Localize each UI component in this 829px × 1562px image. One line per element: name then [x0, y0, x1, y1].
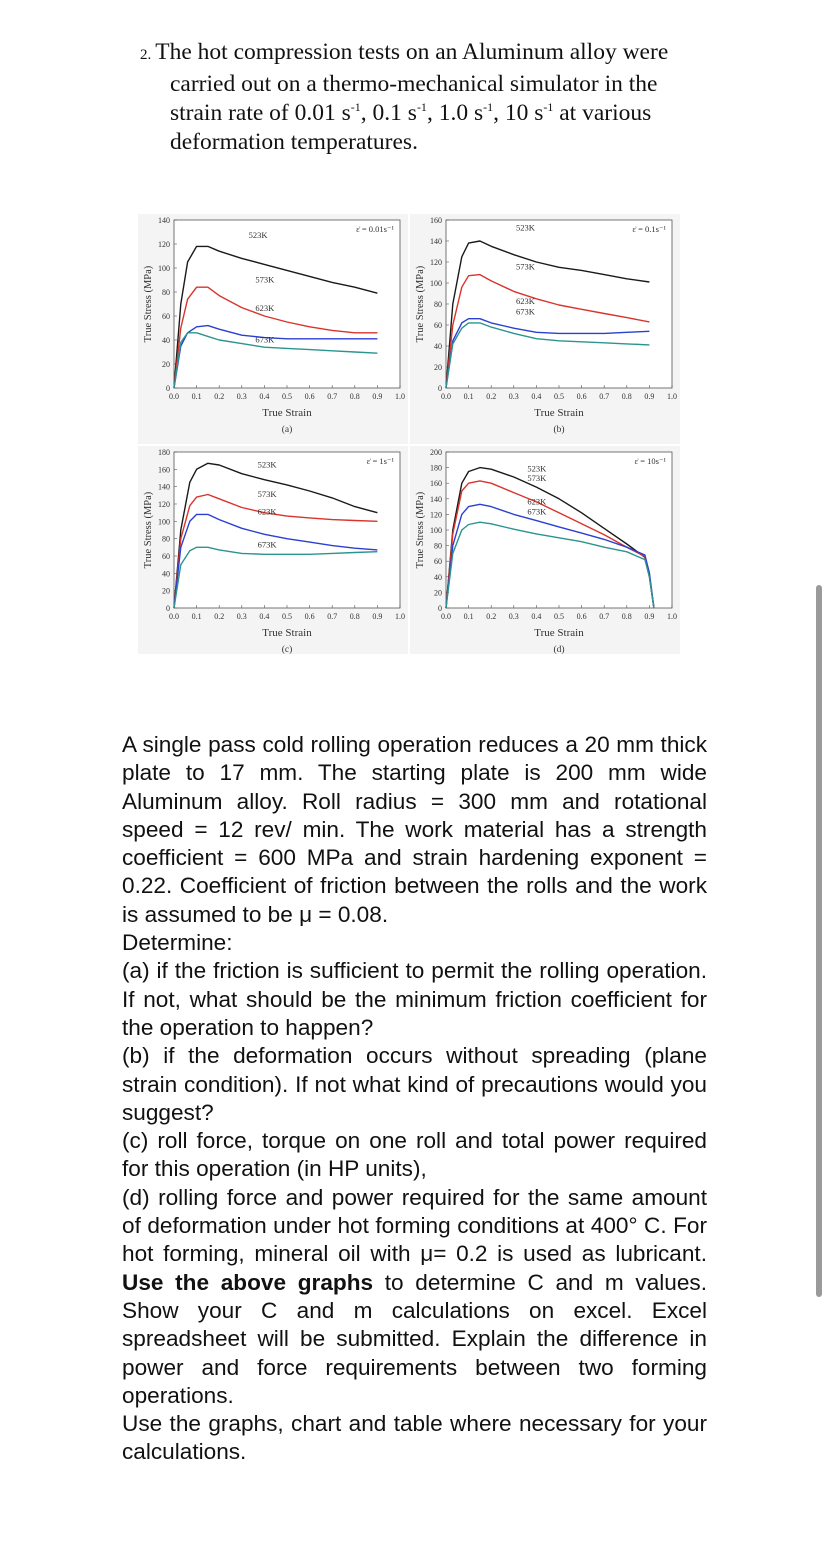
- part-c: (c) roll force, torque on one roll and total power required for this operation (in HP units),: [122, 1128, 707, 1182]
- plot-area: [446, 220, 672, 388]
- y-tick-label: 40: [434, 342, 442, 351]
- chart-subtitle: (a): [281, 425, 293, 435]
- y-tick-label: 40: [162, 336, 170, 345]
- x-tick-label: 0.9: [372, 392, 383, 401]
- series-label-573K: 573K: [516, 261, 535, 272]
- y-tick-label: 60: [434, 557, 442, 567]
- series-label-623K: 623K: [255, 303, 275, 314]
- x-tick-label: 0.2: [214, 612, 225, 621]
- x-tick-label: 0.0: [169, 612, 179, 621]
- x-axis-label: True Strain: [534, 407, 584, 419]
- y-tick-label: 60: [162, 552, 170, 561]
- vertical-scrollbar[interactable]: [816, 585, 822, 1297]
- x-tick-label: 1.0: [395, 612, 405, 621]
- x-tick-label: 0.4: [259, 392, 270, 401]
- y-tick-label: 20: [434, 588, 442, 598]
- question-2-line-1: 2. The hot compression tests on an Aluminum alloy were: [140, 39, 669, 65]
- y-tick-label: 120: [430, 510, 442, 520]
- series-label-573K: 573K: [255, 274, 275, 285]
- y-axis-label: True Stress (MPa): [143, 265, 154, 343]
- y-tick-label: 60: [434, 321, 442, 330]
- x-tick-label: 0.5: [282, 612, 292, 621]
- y-tick-label: 40: [162, 569, 170, 579]
- x-tick-label: 0.3: [508, 612, 519, 621]
- x-tick-label: 0.2: [214, 392, 225, 401]
- stress-strain-figure: [138, 214, 680, 654]
- x-tick-label: 0.2: [486, 392, 497, 401]
- y-tick-label: 0: [438, 604, 442, 613]
- y-tick-label: 80: [434, 541, 442, 551]
- strain-rate-label: ε̇ = 10s⁻¹: [634, 456, 666, 466]
- x-tick-label: 0.1: [191, 392, 202, 401]
- y-tick-label: 180: [158, 448, 170, 457]
- x-tick-label: 1.0: [667, 612, 677, 621]
- x-tick-label: 0.6: [576, 392, 587, 401]
- series-label-523K: 523K: [516, 222, 535, 233]
- y-tick-label: 100: [158, 517, 170, 527]
- strain-rate-label: ε̇ = 1s⁻¹: [366, 456, 394, 466]
- x-tick-label: 0.9: [644, 392, 655, 401]
- x-tick-label: 0.7: [599, 612, 610, 621]
- y-tick-label: 0: [166, 384, 170, 393]
- part-b: (b) if the deformation occurs without spreading (plane strain condition). If not what kind of precautions would you suggest?: [122, 1043, 707, 1125]
- x-tick-label: 0.8: [621, 612, 632, 621]
- y-tick-label: 20: [162, 360, 170, 369]
- question-number: 2.: [140, 47, 152, 63]
- y-tick-label: 80: [162, 534, 170, 544]
- x-tick-label: 0.1: [463, 392, 474, 401]
- chart-subtitle: (d): [553, 645, 565, 654]
- chart-panel-b: [410, 214, 680, 444]
- chart-panel-d: [410, 446, 680, 654]
- x-tick-label: 0.1: [463, 612, 474, 621]
- series-label-623K: 623K: [516, 296, 535, 306]
- problem-paragraph: A single pass cold rolling operation reduces a 20 mm thick plate to 17 mm. The starting plate is 200 mm wide Aluminum alloy. Roll radius = 300 mm and rotational speed = 12 rev/ min. The work material has a strength coefficient = 600 MPa and strain hardening exponent = 0.22. Coefficient of friction between the rolls and the work is assumed to be μ = 0.08.: [122, 732, 707, 927]
- series-label-673K: 673K: [527, 506, 547, 517]
- problem-statement: [122, 731, 707, 1467]
- x-tick-label: 1.0: [395, 392, 405, 401]
- series-label-623K: 623K: [527, 496, 547, 507]
- plot-area: [174, 220, 400, 388]
- series-label-623K: 623K: [257, 506, 277, 517]
- series-label-673K: 673K: [257, 539, 277, 550]
- chart-panel-c: [138, 446, 408, 654]
- x-tick-label: 0.6: [576, 612, 587, 621]
- x-tick-label: 0.9: [644, 612, 655, 621]
- series-label-673K: 673K: [516, 306, 535, 317]
- plot-area: [446, 452, 672, 608]
- series-label-523K: 523K: [257, 459, 277, 470]
- x-axis-label: True Strain: [262, 627, 312, 639]
- series-label-573K: 573K: [527, 472, 547, 483]
- y-tick-label: 80: [162, 288, 170, 297]
- series-label-523K: 523K: [248, 230, 268, 240]
- y-tick-label: 140: [158, 216, 170, 225]
- x-tick-label: 0.8: [621, 392, 632, 401]
- y-tick-label: 140: [158, 482, 170, 492]
- y-tick-label: 120: [158, 500, 170, 509]
- x-tick-label: 0.2: [486, 612, 497, 621]
- x-tick-label: 0.3: [508, 392, 519, 401]
- question-2: [140, 38, 710, 157]
- x-tick-label: 0.6: [304, 392, 315, 401]
- x-axis-label: True Strain: [534, 627, 584, 639]
- part-d: (d) rolling force and power required for the same amount of deformation under hot forming conditions at 400° C. For hot forming, mineral oil with μ= 0.2 is used as lubricant. Use the above graphs to determine C and m values. Show your C and m calculations on excel. Excel spreadsheet will be submitted. Explain the difference in power and force requirements between two forming operations.: [122, 1184, 707, 1408]
- x-tick-label: 0.7: [599, 392, 610, 401]
- y-tick-label: 20: [434, 363, 442, 372]
- y-tick-label: 100: [430, 279, 442, 288]
- y-tick-label: 0: [166, 604, 170, 613]
- x-tick-label: 0.6: [304, 612, 315, 621]
- y-tick-label: 120: [430, 258, 442, 267]
- y-tick-label: 160: [430, 216, 442, 225]
- x-tick-label: 0.8: [349, 612, 360, 621]
- series-label-523K: 523K: [527, 463, 547, 474]
- chart-subtitle: (b): [553, 425, 565, 435]
- y-tick-label: 100: [430, 526, 442, 535]
- plot-area: [174, 452, 400, 608]
- x-tick-label: 0.4: [531, 612, 542, 621]
- x-tick-label: 0.7: [327, 392, 338, 401]
- strain-rate-label: ε̇ = 0.1s⁻¹: [632, 224, 666, 234]
- series-label-673K: 673K: [255, 334, 275, 345]
- stress-strain-charts: [138, 214, 680, 654]
- closing-note: Use the graphs, chart and table where necessary for your calculations.: [122, 1411, 707, 1465]
- y-tick-label: 140: [430, 237, 442, 246]
- y-tick-label: 180: [430, 463, 442, 473]
- y-axis-label: True Stress (MPa): [415, 265, 426, 343]
- x-tick-label: 0.5: [282, 392, 292, 401]
- x-tick-label: 0.4: [531, 392, 542, 401]
- y-tick-label: 140: [430, 494, 442, 504]
- y-tick-label: 80: [434, 300, 442, 309]
- x-tick-label: 0.0: [169, 392, 179, 401]
- x-tick-label: 0.7: [327, 612, 338, 621]
- y-tick-label: 160: [158, 465, 170, 475]
- x-tick-label: 0.0: [441, 392, 451, 401]
- y-tick-label: 40: [434, 572, 442, 582]
- x-tick-label: 0.3: [236, 392, 247, 401]
- y-tick-label: 200: [430, 448, 442, 457]
- y-tick-label: 0: [438, 384, 442, 393]
- part-d-emphasis: Use the above graphs: [122, 1269, 374, 1295]
- y-axis-label: True Stress (MPa): [143, 491, 154, 569]
- question-2-line-3: strain rate of 0.01 $s^{-1}$, 0.1 $s^{-1}$, 1.0 $s^{-1}$, 10 $s^{-1}$ at various: [170, 100, 652, 126]
- determine-label: Determine:: [122, 930, 233, 956]
- x-axis-label: True Strain: [262, 407, 312, 419]
- x-tick-label: 0.5: [554, 392, 564, 401]
- x-tick-label: 0.5: [554, 612, 564, 621]
- y-axis-label: True Stress (MPa): [415, 491, 426, 569]
- question-2-line-4: deformation temperatures.: [170, 129, 418, 155]
- y-tick-label: 100: [158, 264, 170, 273]
- chart-panel-a: [138, 214, 408, 444]
- y-tick-label: 60: [162, 312, 170, 321]
- y-tick-label: 20: [162, 586, 170, 596]
- x-tick-label: 1.0: [667, 392, 677, 401]
- y-tick-label: 120: [158, 240, 170, 249]
- part-a: (a) if the friction is sufficient to permit the rolling operation. If not, what should be the minimum friction coefficient for the operation to happen?: [122, 958, 707, 1040]
- x-tick-label: 0.0: [441, 612, 451, 621]
- x-tick-label: 0.1: [191, 612, 202, 621]
- x-tick-label: 0.9: [372, 612, 383, 621]
- y-tick-label: 160: [430, 479, 442, 489]
- chart-subtitle: (c): [281, 645, 293, 654]
- x-tick-label: 0.8: [349, 392, 360, 401]
- x-tick-label: 0.4: [259, 612, 270, 621]
- x-tick-label: 0.3: [236, 612, 247, 621]
- question-2-line-2: carried out on a thermo-mechanical simulator in the: [170, 71, 658, 97]
- strain-rate-label: ε̇ = 0.01s⁻¹: [356, 224, 394, 234]
- series-label-573K: 573K: [257, 489, 277, 500]
